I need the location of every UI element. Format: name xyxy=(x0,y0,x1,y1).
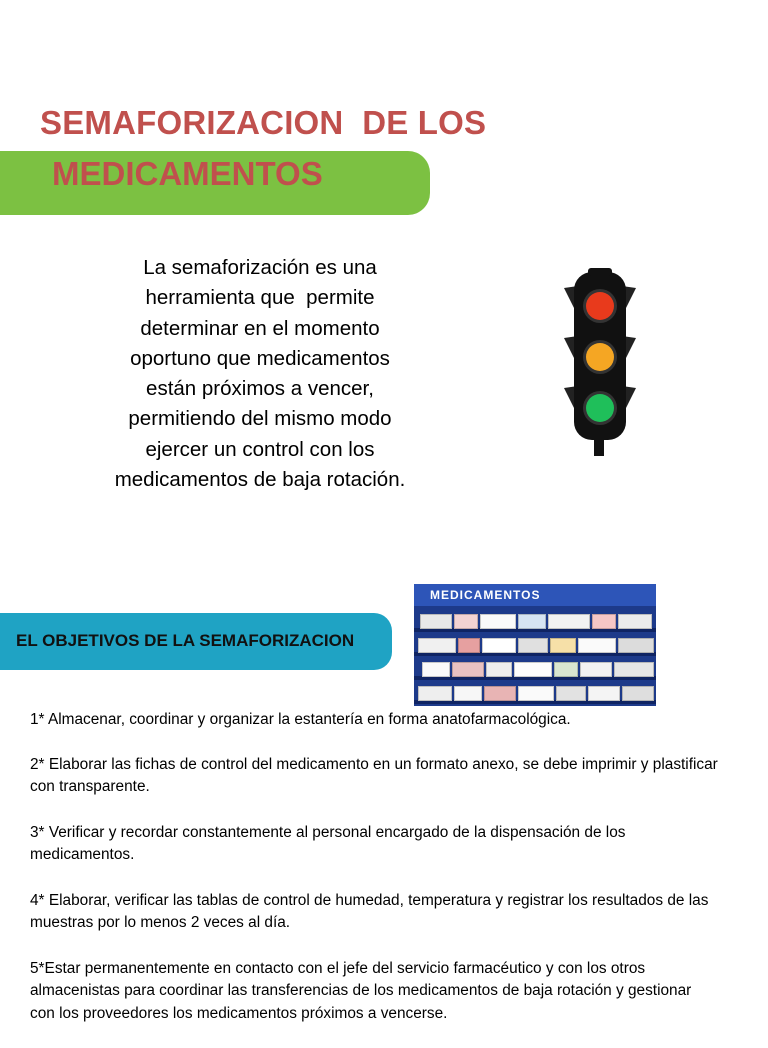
intro-line: La semaforización es una xyxy=(143,256,377,279)
intro-line: permitiendo del mismo modo xyxy=(128,407,392,431)
list-item: 2* Elaborar las fichas de control del medicamento en un formato anexo, se debe imprimir y plastificar con transparente. xyxy=(30,755,718,795)
medicine-shelf-image xyxy=(414,584,656,706)
list-item: 1* Almacenar, coordinar y organizar la estantería en forma anatofarmacológica. xyxy=(30,711,571,728)
shelf-sign: MEDICAMENTOS xyxy=(414,584,656,606)
intro-line: oportuno que medicamentos xyxy=(130,346,390,370)
title-line-2: MEDICAMENTOS xyxy=(52,155,323,192)
list-item: 5*Estar permanentemente en contacto con el jefe del servicio farmacéutico y con los otros almacenistas para coordinar las transferencias de los medicamentos de baja rotación y gestionar con los proveedores los medicamentos próximos a vencerse. xyxy=(30,959,692,1022)
intro-line: determinar en el momento xyxy=(140,316,380,340)
intro-line: herramienta que permite xyxy=(145,286,375,310)
intro-paragraph xyxy=(80,253,440,495)
list-item: 3* Verificar y recordar constantemente al personal encargado de la dispensación de los medicamentos. xyxy=(30,823,626,863)
intro-line: ejercer un control con los xyxy=(145,437,375,461)
objectives-list xyxy=(30,709,720,1048)
intro-line: están próximos a vencer, xyxy=(146,377,374,401)
list-item: 4* Elaborar, verificar las tablas de control de humedad, temperatura y registrar los resultados de las muestras por lo menos 2 veces al día. xyxy=(30,891,709,931)
intro-line: medicamentos de baja rotación. xyxy=(114,468,406,492)
title-line-1: SEMAFORIZACION DE LOS xyxy=(40,104,487,141)
traffic-light-icon xyxy=(560,266,640,458)
objectives-heading: EL OBJETIVOS DE LA SEMAFORIZACION xyxy=(16,631,355,650)
